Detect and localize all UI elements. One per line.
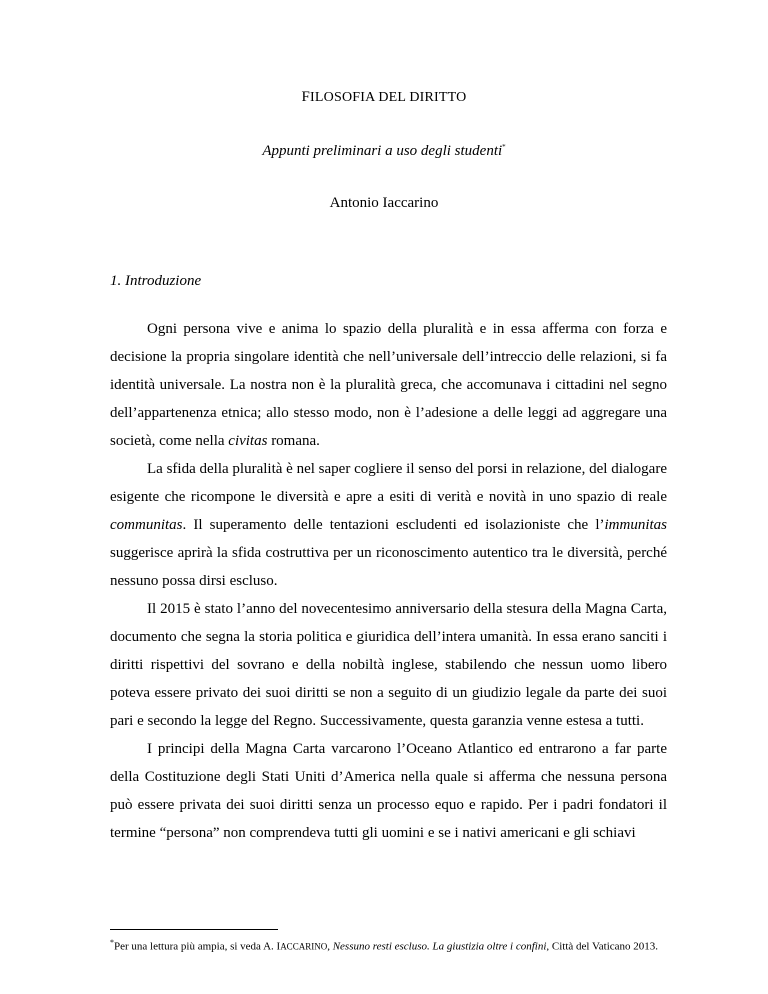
- paragraph-1-text: Ogni persona vive e anima lo spazio della pluralità e in essa afferma con forza e decisione la propria singolare identità che nell’universale dell’intreccio delle relazioni, si fa identità universale. La nostra non è la pluralità greca, che accomunava i cittadini nel segno dell’appartenenza etnica; allo stesso modo, non è l’adesione a delle leggi ad aggregare una società, come nella: [110, 321, 667, 449]
- paragraph-1: [110, 315, 667, 455]
- title-rest: ILOSOFIA DEL DIRITTO: [310, 90, 467, 105]
- subtitle-text: Appunti preliminari a uso degli studenti: [262, 143, 503, 159]
- body-text: [110, 315, 667, 847]
- paragraph-4: I principi della Magna Carta varcarono l’Oceano Atlantico ed entrarono a far parte della Costituzione degli Stati Uniti d’America nella quale si afferma che nessuna persona può essere privata dei suoi diritti senza un processo equo e rapido. Per i padri fondatori il termine “persona” non comprendeva tutti gli uomini e se i nativi americani e gli schiavi: [110, 741, 667, 841]
- title-initial: F: [301, 89, 311, 105]
- paragraph-2-text-2: . Il superamento delle tentazioni escludenti ed isolazioniste che l’: [182, 517, 605, 533]
- footnote-text-post: , Città del Vaticano 2013.: [546, 940, 659, 953]
- footnote-sep: ,: [327, 940, 333, 953]
- paragraph-2-text-1: La sfida della pluralità è nel saper cogliere il senso del porsi in relazione, del dialogare esigente che ricompone le diversità e apre a esiti di verità e novità in uno spazio di reale: [110, 461, 667, 505]
- section-heading: 1. Introduzione: [110, 273, 202, 289]
- paragraph-2-emphasis-1: communitas: [110, 517, 183, 533]
- footnote-author-initial: I: [276, 940, 281, 953]
- footnote-author-rest: ACCARINO: [280, 941, 328, 952]
- paragraph-2-text-3: suggerisce aprirà la sfida costruttiva per un riconoscimento autentico tra le diversità, perché nessuno possa dirsi escluso.: [110, 545, 667, 589]
- document-subtitle: [0, 143, 768, 160]
- paragraph-2-emphasis-2: immunitas: [604, 517, 667, 533]
- footnote-reference[interactable]: *: [502, 143, 506, 151]
- document-author: Antonio Iaccarino: [329, 195, 439, 211]
- paragraph-1-emphasis: civitas: [228, 433, 268, 449]
- footnote-text-pre: Per una lettura più ampia, si veda A.: [114, 940, 277, 953]
- paragraph-2: [110, 455, 667, 595]
- footnote-book-title: Nessuno resti escluso. La giustizia oltre i confini: [332, 940, 547, 953]
- paragraph-1-end: romana.: [267, 433, 320, 449]
- document-title: [0, 89, 768, 106]
- paragraph-3: Il 2015 è stato l’anno del novecentesimo anniversario della stesura della Magna Carta, documento che segna la storia politica e giuridica dell’intera umanità. In essa erano sanciti i diritti rispettivi del sovrano e della nobiltà inglese, stabilendo che nessun uomo libero poteva essere privato dei suoi diritti se non a seguito di un giudizio legale da parte dei suoi pari e secondo la legge del Regno. Successivamente, questa garanzia venne estesa a tutti.: [110, 601, 667, 729]
- footnote-marker: *: [110, 938, 114, 947]
- footnote: [110, 935, 667, 955]
- footnote-separator: [110, 929, 278, 930]
